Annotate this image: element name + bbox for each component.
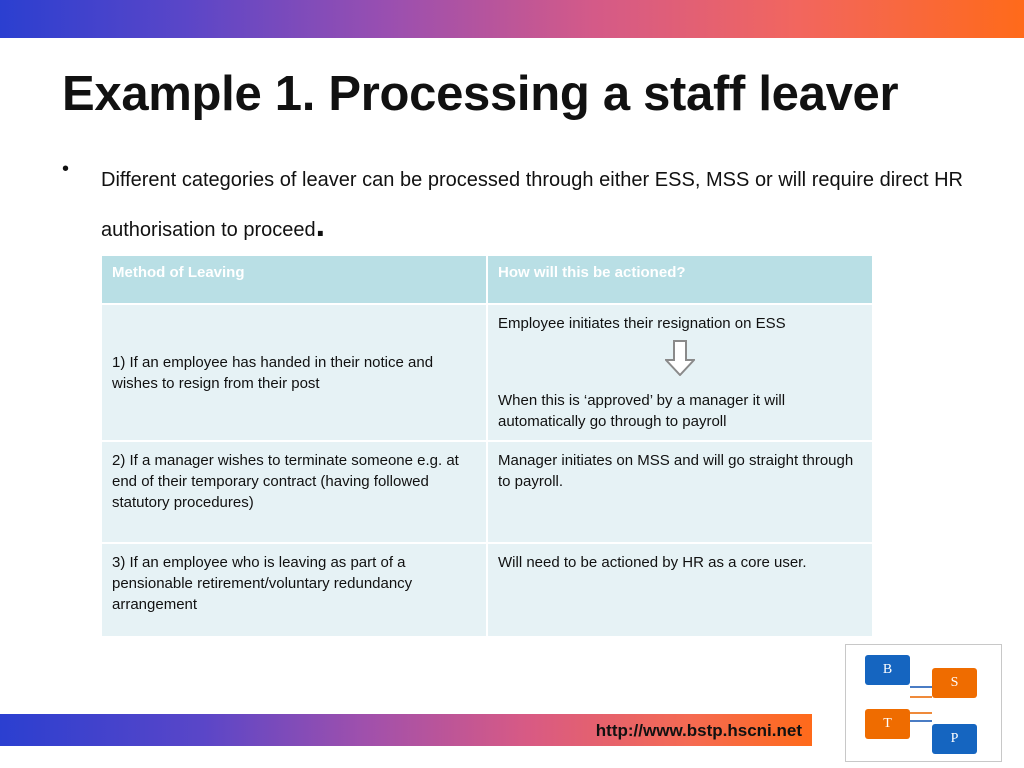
logo-letter-p: P (932, 724, 977, 754)
intro-bullet (101, 155, 963, 255)
header-how-actioned: How will this be actioned? (487, 255, 873, 304)
action-cell: Manager initiates on MSS and will go straight through to payroll. (487, 441, 873, 543)
action-cell: Will need to be actioned by HR as a core user. (487, 543, 873, 637)
method-cell: 3) If an employee who is leaving as part of a pensionable retirement/voluntary redundancy arrangement (101, 543, 487, 637)
logo-connector (910, 686, 932, 688)
logo-connector (910, 696, 932, 698)
top-gradient-band (0, 0, 1024, 38)
intro-bullet-period: . (315, 206, 326, 244)
down-arrow-icon (665, 340, 695, 376)
action-step-1: Employee initiates their resignation on ESS (498, 315, 786, 332)
leaver-methods-table (100, 254, 874, 638)
header-method-of-leaving: Method of Leaving (101, 255, 487, 304)
table-header-row (101, 255, 873, 304)
action-step-2: When this is ‘approved’ by a manager it will automatically go through to payroll (498, 392, 786, 430)
footer-band (0, 714, 812, 746)
action-cell (487, 304, 873, 441)
method-cell: 1) If an employee has handed in their notice and wishes to resign from their post (101, 304, 487, 441)
bstp-logo (845, 644, 1002, 762)
logo-letter-s: S (932, 668, 977, 698)
logo-connector (910, 720, 932, 722)
method-cell: 2) If a manager wishes to terminate someone e.g. at end of their temporary contract (having followed statutory procedures) (101, 441, 487, 543)
flow-arrow (498, 334, 862, 390)
logo-letter-t: T (865, 709, 910, 739)
table-row (101, 304, 873, 441)
table-row (101, 543, 873, 637)
footer-url-link[interactable]: http://www.bstp.hscni.net (595, 721, 802, 740)
page-title: Example 1. Processing a staff leaver (62, 67, 899, 121)
logo-letter-b: B (865, 655, 910, 685)
logo-connector (910, 712, 932, 714)
intro-bullet-text: Different categories of leaver can be processed through either ESS, MSS or will require direct HR authorisation to proceed (101, 169, 963, 241)
table-row (101, 441, 873, 543)
bullet-marker: • (62, 158, 70, 180)
